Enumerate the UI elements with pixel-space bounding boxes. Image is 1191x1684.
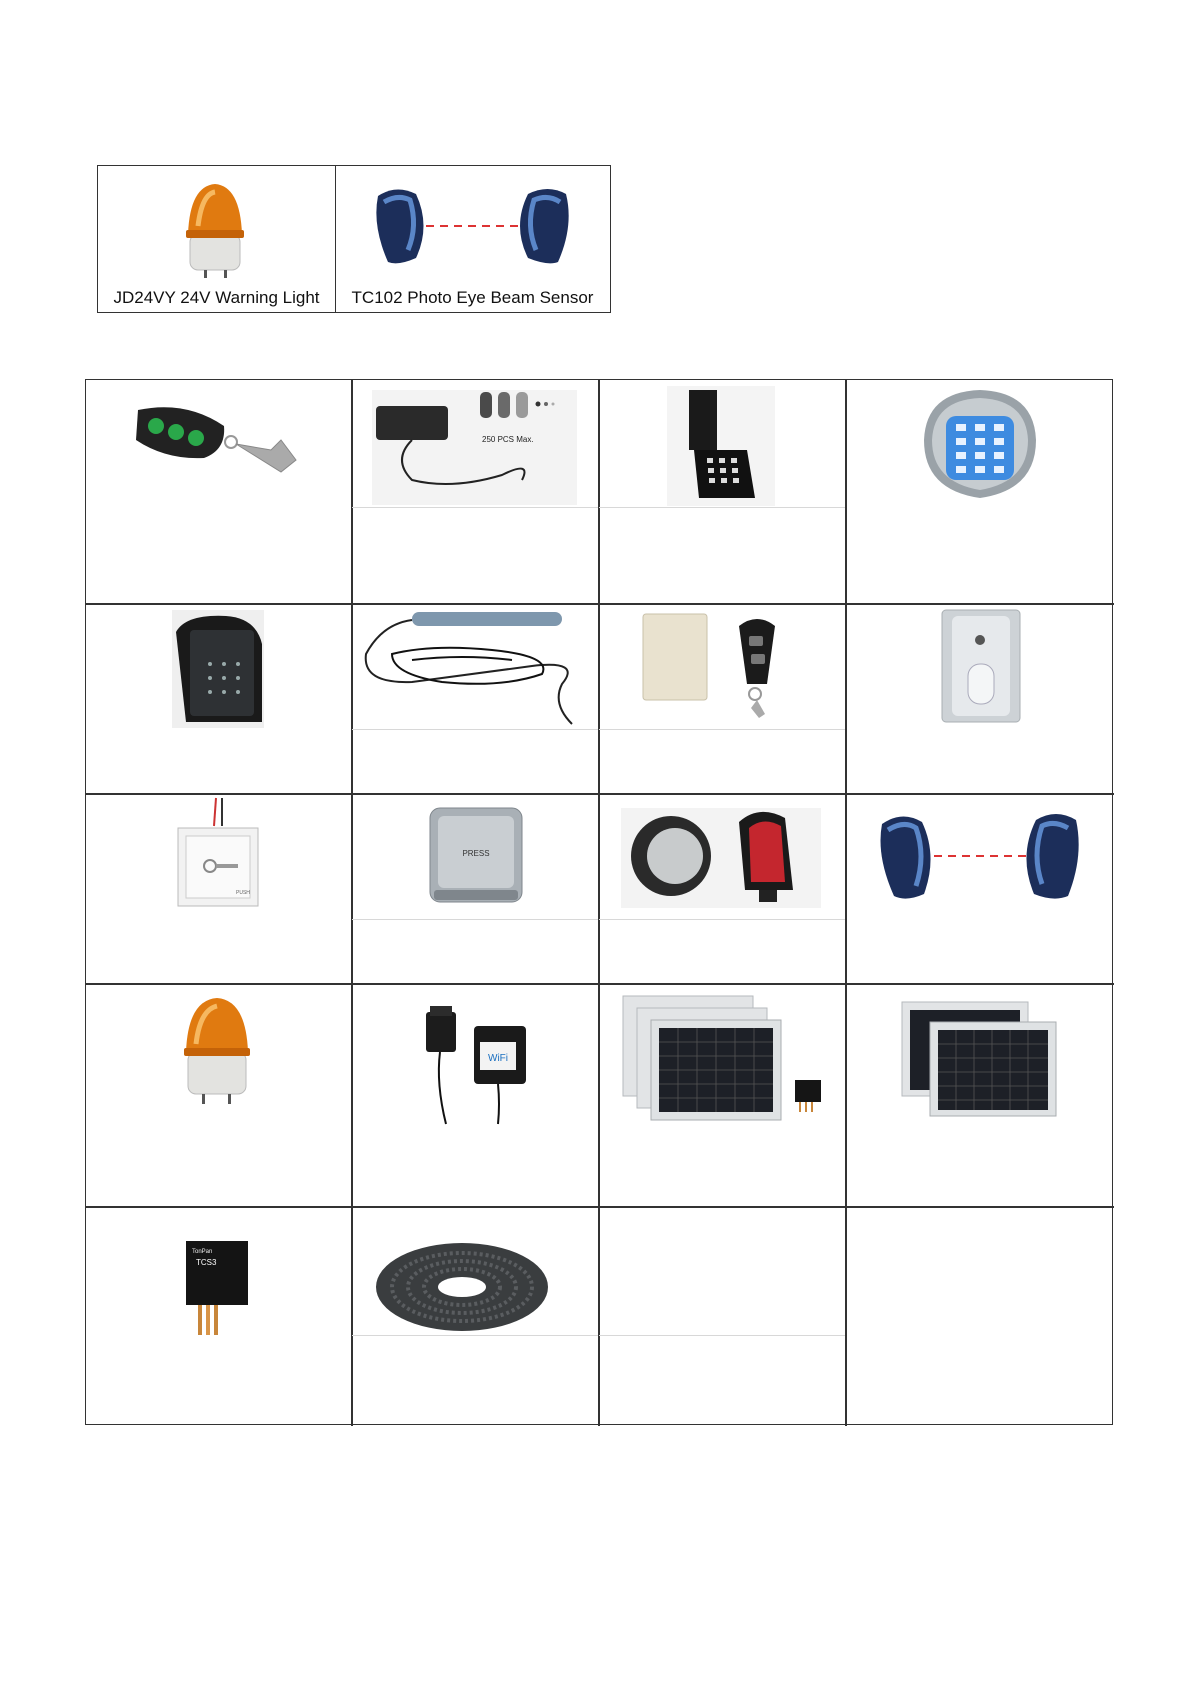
cell-receiver bbox=[352, 380, 598, 603]
photo-eye-cell bbox=[335, 166, 609, 312]
solar-controller-icon bbox=[86, 1207, 351, 1426]
magnetic-sensor-icon bbox=[352, 604, 598, 793]
cell-wireless-keypad bbox=[599, 380, 845, 603]
controller-brand: TonPan bbox=[192, 1249, 213, 1255]
solar-panel-kit-icon bbox=[599, 984, 845, 1206]
cell-empty-1 bbox=[599, 1207, 845, 1426]
accessories-grid bbox=[85, 379, 1113, 1425]
access-keypad-icon bbox=[86, 604, 351, 793]
warning-light-icon bbox=[86, 984, 351, 1206]
svg-text:PUSH: PUSH bbox=[236, 890, 250, 896]
round-keypad-icon bbox=[846, 380, 1114, 603]
cell-warning-light bbox=[86, 984, 351, 1206]
cell-solar-controller bbox=[86, 1207, 351, 1426]
exit-button-icon bbox=[86, 794, 351, 983]
sensor-reflector-icon bbox=[599, 794, 845, 983]
receiver-with-remotes-icon bbox=[352, 380, 598, 603]
warning-light-caption: JD24VY 24V Warning Light bbox=[113, 288, 320, 307]
warning-light-icon bbox=[98, 166, 335, 286]
waterproof-press-button-icon bbox=[352, 794, 598, 983]
cell-receiver-remote bbox=[599, 604, 845, 793]
chain-coil-icon bbox=[352, 1207, 598, 1426]
solar-panel-pair-icon bbox=[846, 984, 1114, 1206]
top-product-table bbox=[97, 165, 611, 313]
remote-fob-icon bbox=[86, 380, 351, 603]
cell-magnetic-sensor bbox=[352, 604, 598, 793]
cell-solar-pair bbox=[846, 984, 1114, 1206]
wireless-keypad-icon bbox=[599, 380, 845, 603]
cell-round-keypad bbox=[846, 380, 1114, 603]
receiver-label: 250 PCS Max. bbox=[482, 435, 534, 444]
cell-sensor-reflector bbox=[599, 794, 845, 983]
press-label: PRESS bbox=[462, 849, 490, 858]
cell-access-keypad bbox=[86, 604, 351, 793]
cell-photo-eye bbox=[846, 794, 1114, 983]
photo-eye-sensor-icon bbox=[336, 166, 610, 286]
cell-wall-button bbox=[846, 604, 1114, 793]
cell-press-button bbox=[352, 794, 598, 983]
cell-empty-2 bbox=[846, 1207, 1114, 1426]
cell-chain bbox=[352, 1207, 598, 1426]
receiver-remote-icon bbox=[599, 604, 845, 793]
cell-solar-kit bbox=[599, 984, 845, 1206]
warning-light-cell bbox=[98, 166, 335, 312]
controller-label: TCS3 bbox=[196, 1258, 217, 1267]
wall-push-button-icon bbox=[846, 604, 1114, 793]
cell-wifi-module bbox=[352, 984, 598, 1206]
photo-eye-caption: TC102 Photo Eye Beam Sensor bbox=[351, 288, 594, 307]
photo-eye-pair-icon bbox=[846, 794, 1114, 983]
cell-exit-button bbox=[86, 794, 351, 983]
wifi-module-icon bbox=[352, 984, 598, 1206]
cell-remote-fob bbox=[86, 380, 351, 603]
wifi-label: WiFi bbox=[488, 1053, 508, 1064]
